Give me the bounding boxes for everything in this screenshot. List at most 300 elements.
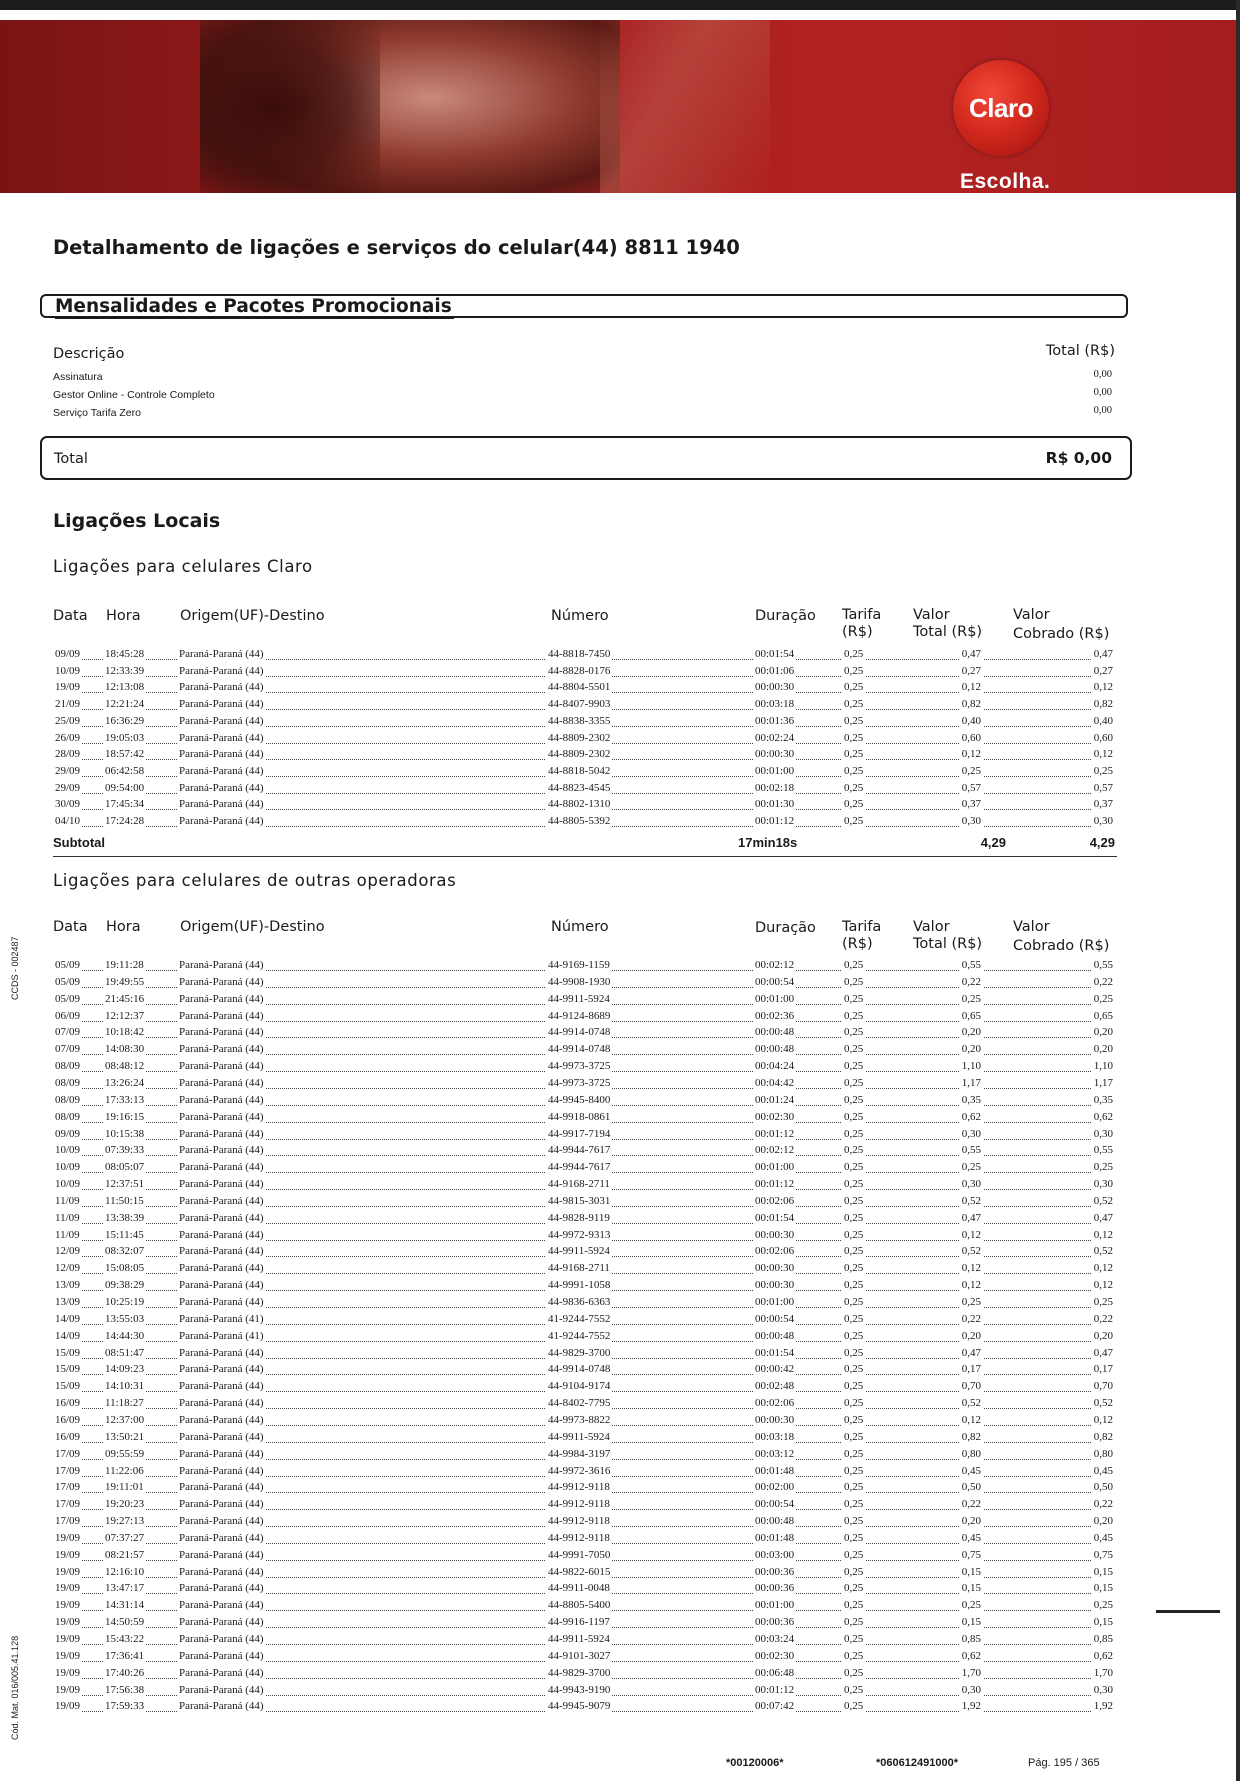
cell-hora: 11:22:06 [105,1464,144,1477]
cell-duracao: 00:01:54 [755,1346,795,1359]
cell-tarifa: 0,25 [844,1346,864,1359]
total-value: R$ 0,00 [1045,449,1112,467]
cell-origem: Paraná-Paraná (44) [179,1413,264,1426]
total-header: Total (R$) [1045,343,1115,359]
cell-origem: Paraná-Paraná (44) [179,1380,264,1393]
cell-valor-total: 1,92 [961,1700,981,1713]
cell-hora: 14:50:59 [105,1616,145,1629]
cell-duracao: 00:01:12 [755,1178,795,1191]
cell-origem: Paraná-Paraná (44) [179,1464,264,1477]
table-row [53,1397,1115,1413]
cell-hora: 12:37:00 [105,1413,145,1426]
cell-hora: 08:51:47 [105,1346,145,1359]
cell-data: 10/09 [55,1144,81,1157]
col-valor-total: Valor [913,919,950,935]
cell-hora: 08:32:07 [105,1245,145,1258]
cell-valor-total: 0,25 [961,992,981,1005]
cell-hora: 15:08:05 [105,1262,145,1275]
cell-numero: 44-8809-2302 [548,731,611,744]
cell-tarifa: 0,25 [844,1464,864,1477]
col-duracao: Duração [755,920,816,936]
page-number: Pág. 195 / 365 [1028,1757,1100,1769]
cell-valor-cobrado: 1,10 [1093,1060,1113,1073]
cell-hora: 19:49:55 [105,975,145,988]
cell-numero: 44-9168-2711 [548,1262,610,1275]
cell-origem: Paraná-Paraná (44) [179,664,264,677]
table-row [53,1431,1115,1447]
cell-origem: Paraná-Paraná (44) [179,1633,264,1645]
cell-valor-cobrado: 0,60 [1093,731,1113,744]
cell-duracao: 00:03:24 [755,1633,795,1645]
cell-hora: 13:47:17 [105,1582,145,1595]
cell-numero: 44-9914-0748 [548,1043,611,1056]
cell-data: 11/09 [55,1211,80,1224]
cell-duracao: 00:02:36 [755,1009,795,1022]
cell-tarifa: 0,25 [844,748,864,761]
cell-valor-cobrado: 0,17 [1093,1363,1113,1376]
cell-valor-cobrado: 0,52 [1093,1397,1113,1410]
cell-valor-cobrado: 0,82 [1093,698,1113,711]
cell-duracao: 00:04:42 [755,1076,795,1089]
table-row [53,1599,1115,1615]
col-tarifa: Tarifa [842,607,882,623]
cell-numero: 44-9912-9118 [548,1498,610,1511]
cell-hora: 12:12:37 [105,1009,145,1022]
cell-tarifa: 0,25 [844,1296,864,1308]
cell-duracao: 00:00:48 [755,1043,795,1056]
cell-data: 13/09 [55,1296,81,1308]
col-tarifa-unit: (R$) [842,936,873,952]
cell-valor-total: 0,15 [961,1565,981,1578]
cell-valor-total: 1,10 [961,1060,981,1073]
table-row [53,1094,1115,1110]
cell-origem: Paraná-Paraná (44) [179,1262,264,1275]
cell-tarifa: 0,25 [844,714,864,727]
cell-valor-total: 0,17 [961,1363,981,1376]
cell-origem: Paraná-Paraná (44) [179,959,264,971]
table-row [53,959,1115,975]
cell-duracao: 00:01:48 [755,1464,795,1477]
cell-valor-total: 1,70 [961,1666,981,1679]
cell-origem: Paraná-Paraná (44) [179,1076,264,1089]
cell-valor-cobrado: 0,12 [1093,1262,1113,1275]
cell-duracao: 00:01:12 [755,1127,795,1140]
cell-numero: 44-9911-5924 [548,1633,610,1645]
cell-valor-total: 0,80 [961,1447,981,1460]
cell-duracao: 00:01:48 [755,1531,795,1544]
cell-tarifa: 0,25 [844,1397,864,1410]
subtotal-divider [53,856,1117,857]
cell-origem: Paraná-Paraná (44) [179,1093,264,1106]
subtotal-label: Subtotal [53,835,105,850]
cell-valor-cobrado: 0,15 [1093,1565,1113,1578]
cell-tarifa: 0,25 [844,1245,864,1258]
cell-duracao: 00:02:18 [755,781,795,794]
cell-tarifa: 0,25 [844,1110,864,1123]
table-row [53,1195,1115,1211]
col-tarifa-unit: (R$) [842,624,873,640]
table-row [53,1010,1115,1026]
cell-hora: 07:39:33 [105,1144,145,1157]
cell-numero: 44-9104-9174 [548,1380,611,1393]
cell-data: 19/09 [55,1666,81,1679]
cell-numero: 44-9911-0048 [548,1582,610,1595]
cell-numero: 44-9168-2711 [548,1178,610,1191]
cell-valor-total: 0,30 [961,815,981,827]
cell-numero: 44-9836-6363 [548,1296,611,1308]
cell-valor-total: 0,30 [961,1683,981,1696]
cell-numero: 44-9991-7050 [548,1548,611,1561]
cell-tarifa: 0,25 [844,1498,864,1511]
cell-hora: 19:11:01 [105,1481,144,1494]
cell-data: 11/09 [55,1194,80,1207]
cell-valor-cobrado: 0,45 [1093,1531,1113,1544]
cell-hora: 17:33:13 [105,1093,145,1106]
cell-valor-total: 0,25 [961,1161,981,1174]
cell-data: 19/09 [55,1700,81,1713]
cell-valor-total: 0,30 [961,1178,981,1191]
table-row [53,1650,1115,1666]
cell-valor-cobrado: 0,12 [1093,1413,1113,1426]
cell-origem: Paraná-Paraná (44) [179,1009,264,1022]
table-row [53,1330,1115,1346]
cell-data: 10/09 [55,1178,81,1191]
cell-duracao: 00:03:12 [755,1447,795,1460]
cell-valor-total: 0,85 [961,1633,981,1645]
cell-duracao: 00:00:48 [755,1329,795,1342]
cell-valor-cobrado: 0,65 [1093,1009,1113,1022]
cell-origem: Paraná-Paraná (44) [179,1110,264,1123]
cell-origem: Paraná-Paraná (44) [179,1666,264,1679]
cell-valor-total: 0,22 [961,975,981,988]
cell-origem: Paraná-Paraná (44) [179,1515,264,1528]
cell-data: 17/09 [55,1447,81,1460]
side-code-bottom: Cód. Mat. 016/005.41.128 [10,1635,20,1740]
cell-valor-total: 0,82 [961,1430,981,1443]
cell-numero: 44-9828-9119 [548,1211,610,1224]
cell-numero: 44-8804-5501 [548,681,611,694]
col-valor-cobrado-2: Cobrado (R$) [1013,626,1110,642]
cell-data: 17/09 [55,1515,81,1528]
cell-tarifa: 0,25 [844,1161,864,1174]
col-origem: Origem(UF)-Destino [180,919,325,935]
cell-valor-total: 0,62 [961,1649,981,1662]
table-row [53,1633,1115,1649]
cell-valor-cobrado: 0,12 [1093,748,1113,761]
cell-valor-cobrado: 0,80 [1093,1447,1113,1460]
cell-origem: Paraná-Paraná (44) [179,1548,264,1561]
cell-data: 19/09 [55,1683,81,1696]
table-row [53,1667,1115,1683]
cell-origem: Paraná-Paraná (44) [179,1565,264,1578]
cell-tarifa: 0,25 [844,1447,864,1460]
cell-valor-total: 0,12 [961,681,981,694]
cell-valor-cobrado: 0,15 [1093,1616,1113,1629]
cell-tarifa: 0,25 [844,1279,864,1292]
page-right-edge [1236,0,1240,1781]
cell-origem: Paraná-Paraná (44) [179,1397,264,1410]
cell-numero: 44-8809-2302 [548,748,611,761]
mensalidades-total-box [40,436,1132,480]
table-row [53,1380,1115,1396]
cell-origem: Paraná-Paraná (44) [179,1498,264,1511]
cell-valor-total: 0,55 [961,959,981,971]
cell-data: 28/09 [55,748,81,761]
cell-duracao: 00:00:54 [755,1498,795,1511]
cell-valor-cobrado: 0,20 [1093,1026,1113,1039]
cell-numero: 44-9984-3197 [548,1447,611,1460]
cell-data: 10/09 [55,664,81,677]
cell-data: 19/09 [55,1565,81,1578]
cell-numero: 44-9908-1930 [548,975,611,988]
cell-numero: 44-9972-9313 [548,1228,611,1241]
fee-value: 0,00 [1093,405,1112,416]
cell-valor-total: 0,37 [961,798,981,811]
cell-hora: 19:16:15 [105,1110,145,1123]
cell-valor-total: 0,20 [961,1329,981,1342]
cell-numero: 44-9917-7194 [548,1127,611,1140]
cell-origem: Paraná-Paraná (44) [179,781,264,794]
col-duracao: Duração [755,608,816,624]
cell-hora: 14:44:30 [105,1329,145,1342]
col-hora: Hora [106,919,141,935]
fee-label: Assinatura [53,371,103,383]
cell-origem: Paraná-Paraná (44) [179,1060,264,1073]
cell-valor-total: 0,12 [961,1262,981,1275]
cell-hora: 19:05:03 [105,731,145,744]
cell-data: 15/09 [55,1346,81,1359]
cell-origem: Paraná-Paraná (44) [179,1700,264,1713]
cell-valor-total: 0,47 [961,648,981,660]
cell-origem: Paraná-Paraná (44) [179,992,264,1005]
cell-data: 12/09 [55,1245,81,1258]
descricao-header: Descrição [53,346,125,362]
cell-numero: 44-8402-7795 [548,1397,611,1410]
cell-origem: Paraná-Paraná (44) [179,1211,264,1224]
cell-valor-cobrado: 0,12 [1093,681,1113,694]
cell-origem: Paraná-Paraná (44) [179,975,264,988]
cell-tarifa: 0,25 [844,1363,864,1376]
cell-hora: 09:38:29 [105,1279,145,1292]
cell-hora: 11:18:27 [105,1397,144,1410]
cell-valor-cobrado: 0,55 [1093,1144,1113,1157]
cell-numero: 44-8802-1310 [548,798,611,811]
cell-numero: 44-9911-5924 [548,1245,610,1258]
footer-code-1: *00120006* [726,1757,784,1769]
cell-hora: 12:21:24 [105,698,145,711]
cell-data: 19/09 [55,1531,81,1544]
cell-duracao: 00:00:36 [755,1565,795,1578]
cell-duracao: 00:01:30 [755,798,795,811]
cell-duracao: 00:06:48 [755,1666,795,1679]
cell-tarifa: 0,25 [844,1211,864,1224]
cell-data: 05/09 [55,959,81,971]
cell-valor-total: 0,55 [961,1144,981,1157]
cell-hora: 13:55:03 [105,1312,145,1325]
cell-hora: 17:36:41 [105,1649,145,1662]
cell-valor-total: 0,25 [961,1599,981,1612]
cell-hora: 10:15:38 [105,1127,145,1140]
cell-tarifa: 0,25 [844,1262,864,1275]
cell-numero: 44-8407-9903 [548,698,611,711]
cell-numero: 44-8805-5400 [548,1599,611,1612]
cell-tarifa: 0,25 [844,781,864,794]
cell-numero: 44-9945-8400 [548,1093,611,1106]
cell-hora: 09:54:00 [105,781,145,794]
col-valor-cobrado: Valor [1013,919,1050,935]
cell-tarifa: 0,25 [844,1666,864,1679]
cell-origem: Paraná-Paraná (44) [179,1245,264,1258]
cell-valor-cobrado: 0,70 [1093,1380,1113,1393]
fee-value: 0,00 [1093,369,1112,380]
cell-data: 29/09 [55,764,81,777]
cell-valor-cobrado: 0,12 [1093,1279,1113,1292]
cell-data: 16/09 [55,1397,81,1410]
cell-numero: 44-9169-1159 [548,959,610,971]
cell-origem: Paraná-Paraná (44) [179,1447,264,1460]
cell-duracao: 00:00:48 [755,1515,795,1528]
cell-duracao: 00:02:00 [755,1481,795,1494]
cell-tarifa: 0,25 [844,1649,864,1662]
cell-valor-total: 0,47 [961,1346,981,1359]
cell-tarifa: 0,25 [844,1194,864,1207]
cell-valor-total: 0,22 [961,1312,981,1325]
cell-numero: 44-9916-1197 [548,1616,610,1629]
cell-valor-total: 0,12 [961,1228,981,1241]
cell-data: 10/09 [55,1161,81,1174]
outras-section-title: Ligações para celulares de outras operadoras [53,871,457,890]
cell-hora: 17:40:26 [105,1666,145,1679]
cell-origem: Paraná-Paraná (44) [179,1194,264,1207]
cell-hora: 19:11:28 [105,959,144,971]
cell-valor-total: 0,25 [961,764,981,777]
cell-data: 26/09 [55,731,81,744]
table-row [53,1347,1115,1363]
cell-tarifa: 0,25 [844,815,864,827]
cell-data: 19/09 [55,1633,81,1645]
cell-numero: 44-9945-9079 [548,1700,611,1713]
cell-numero: 44-9944-7617 [548,1161,611,1174]
cell-tarifa: 0,25 [844,992,864,1005]
cell-duracao: 00:01:12 [755,1683,795,1696]
cell-tarifa: 0,25 [844,1043,864,1056]
cell-valor-cobrado: 0,47 [1093,1211,1113,1224]
cell-duracao: 00:01:00 [755,764,795,777]
cell-valor-cobrado: 0,25 [1093,764,1113,777]
cell-origem: Paraná-Paraná (44) [179,1616,264,1629]
cell-tarifa: 0,25 [844,1582,864,1595]
cell-data: 09/09 [55,648,81,660]
cell-data: 12/09 [55,1262,81,1275]
subtotal-duration: 17min18s [738,835,798,850]
cell-valor-cobrado: 0,62 [1093,1649,1113,1662]
cell-data: 25/09 [55,714,81,727]
cell-data: 21/09 [55,698,81,711]
table-row [53,993,1115,1009]
col-tarifa: Tarifa [842,919,882,935]
table-row [53,1212,1115,1228]
header-banner [0,20,1236,193]
cell-valor-total: 0,52 [961,1397,981,1410]
cell-valor-cobrado: 0,50 [1093,1481,1113,1494]
table-row [53,1026,1115,1042]
cell-data: 14/09 [55,1312,81,1325]
cell-valor-cobrado: 0,30 [1093,815,1113,827]
cell-valor-cobrado: 0,25 [1093,1296,1113,1308]
cell-hora: 13:26:24 [105,1076,145,1089]
cell-tarifa: 0,25 [844,1430,864,1443]
cell-tarifa: 0,25 [844,1599,864,1612]
cell-valor-total: 0,35 [961,1093,981,1106]
cell-tarifa: 0,25 [844,1127,864,1140]
cell-duracao: 00:00:42 [755,1363,795,1376]
col-data: Data [53,919,88,935]
cell-valor-cobrado: 0,52 [1093,1194,1113,1207]
cell-numero: 44-8818-5042 [548,764,611,777]
col-numero: Número [551,919,609,935]
cell-valor-total: 0,22 [961,1498,981,1511]
cell-numero: 44-9914-0748 [548,1363,611,1376]
cell-duracao: 00:00:36 [755,1582,795,1595]
cell-tarifa: 0,25 [844,1413,864,1426]
cell-hora: 18:57:42 [105,748,145,761]
cell-hora: 17:56:38 [105,1683,145,1696]
cell-hora: 12:13:08 [105,681,145,694]
cell-tarifa: 0,25 [844,1700,864,1713]
total-label: Total [54,451,88,467]
cell-duracao: 00:00:30 [755,681,795,694]
cell-data: 08/09 [55,1076,81,1089]
cell-valor-cobrado: 0,27 [1093,664,1113,677]
cell-data: 11/09 [55,1228,80,1241]
col-valor-total: Valor [913,607,950,623]
cell-data: 19/09 [55,1582,81,1595]
cell-data: 29/09 [55,781,81,794]
cell-duracao: 00:07:42 [755,1700,795,1713]
cell-origem: Paraná-Paraná (44) [179,1481,264,1494]
cell-tarifa: 0,25 [844,1144,864,1157]
col-valor-total-2: Total (R$) [913,624,983,640]
table-row [53,732,1115,748]
cell-tarifa: 0,25 [844,1531,864,1544]
cell-valor-cobrado: 0,55 [1093,959,1113,971]
cell-tarifa: 0,25 [844,1481,864,1494]
cell-valor-cobrado: 0,45 [1093,1464,1113,1477]
cell-data: 19/09 [55,681,81,694]
banner-photo-shade [200,20,380,193]
cell-valor-cobrado: 0,30 [1093,1127,1113,1140]
cell-hora: 15:43:22 [105,1633,145,1645]
cell-tarifa: 0,25 [844,1616,864,1629]
cell-duracao: 00:00:30 [755,748,795,761]
table-row [53,1684,1115,1700]
cell-tarifa: 0,25 [844,975,864,988]
cell-valor-cobrado: 0,15 [1093,1582,1113,1595]
cell-duracao: 00:02:48 [755,1380,795,1393]
table-row [53,1700,1115,1716]
cell-data: 07/09 [55,1043,81,1056]
cell-valor-total: 0,47 [961,1211,981,1224]
cell-valor-total: 0,25 [961,1296,981,1308]
cell-valor-cobrado: 0,22 [1093,975,1113,988]
cell-origem: Paraná-Paraná (44) [179,1127,264,1140]
cell-valor-cobrado: 0,25 [1093,1161,1113,1174]
cell-tarifa: 0,25 [844,1009,864,1022]
cell-valor-cobrado: 0,25 [1093,992,1113,1005]
cell-numero: 44-9912-9118 [548,1481,610,1494]
col-hora: Hora [106,608,141,624]
cell-data: 19/09 [55,1548,81,1561]
